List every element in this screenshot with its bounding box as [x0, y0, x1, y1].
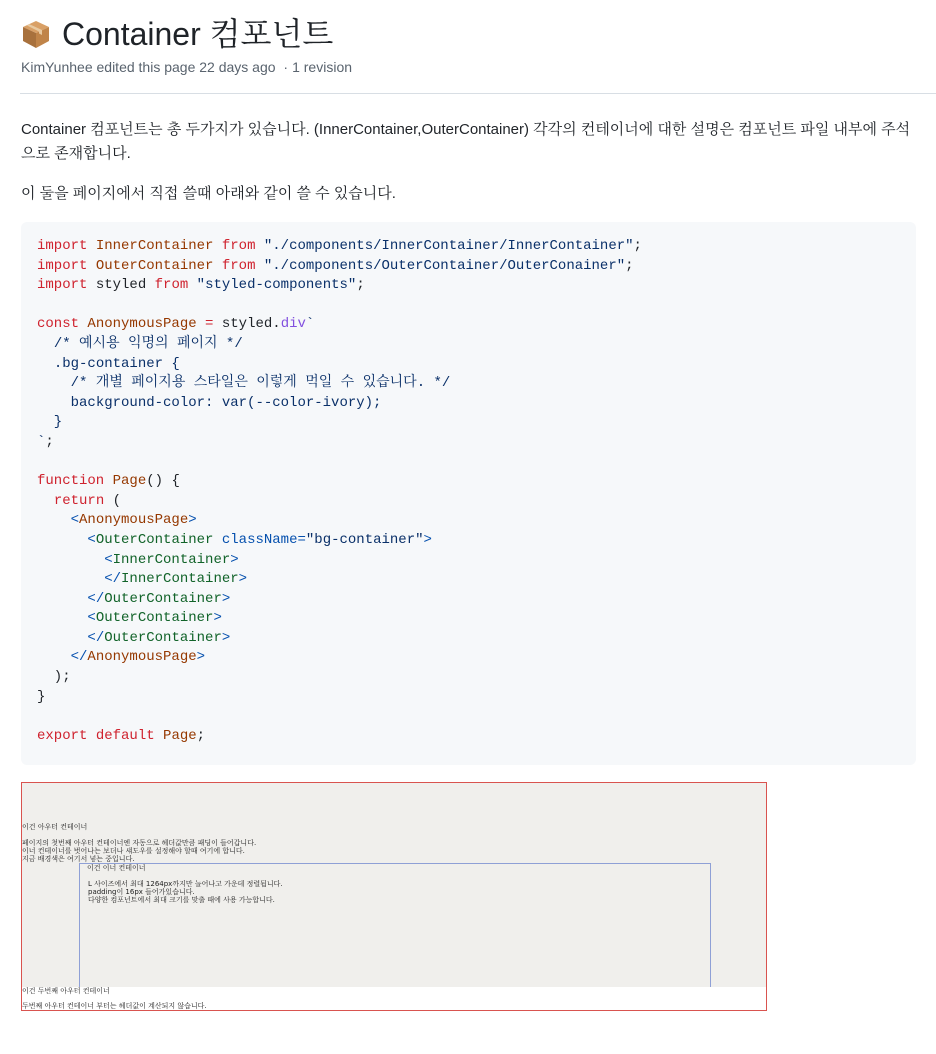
- code-block: [21, 222, 916, 765]
- usage-paragraph: 이 둘을 페이지에서 직접 쓸때 아래와 같이 쓸 수 있습니다.: [21, 185, 396, 202]
- inner-title: 이건 이너 컨테이너: [87, 864, 146, 872]
- outer1-title: 이건 아우터 컨테이너: [22, 823, 88, 831]
- intro-paragraph: Container 컴포넌트는 총 두가지가 있습니다. (InnerContainer,OuterContainer) 각각의 컨테이너에 대한 설명은 컴포넌트 파일 내부에 주석으로 존재합니다.: [21, 121, 911, 162]
- revision-link[interactable]: 1 revision: [292, 59, 353, 75]
- meta-separator: ·: [283, 59, 289, 75]
- inner-line1: L 사이즈에서 최대 1264px까지만 늘어나고 가운데 정렬됩니다.: [88, 880, 283, 888]
- inner-line2: padding이 16px 들어가있습니다.: [88, 888, 195, 896]
- page-title: Container 컴포넌트: [62, 16, 334, 52]
- outer1-line1: 페이지의 첫번째 아우터 컨테이너엔 자동으로 헤더값만큼 패딩이 들어갑니다.: [22, 839, 257, 847]
- outer1-line2: 이너 컨테이너를 벗어나는 보더나 섀도우를 설정해야 할때 여기에 합니다.: [22, 847, 245, 855]
- package-icon: [20, 18, 52, 50]
- revision-meta: [21, 59, 352, 75]
- container-demo-image: [21, 782, 767, 1012]
- header-divider: [20, 93, 936, 94]
- outer1-line3: 지금 배경색은 여기서 넣는 중입니다.: [22, 855, 135, 863]
- inner-container: [79, 863, 711, 988]
- inner-line3: 다양한 컴포넌트에서 최대 크기를 맞출 때에 사용 가능합니다.: [88, 896, 275, 904]
- author-link[interactable]: KimYunhee: [21, 59, 93, 75]
- outer2-title: 이건 두번째 아우터 컨테이너: [22, 987, 110, 995]
- outer-container-1: [21, 782, 767, 988]
- outer-container-2: [21, 987, 767, 1011]
- edited-text: edited this page 22 days ago: [96, 59, 276, 75]
- outer2-line1: 두번째 아우터 컨테이너 부터는 헤더값이 계산되지 않습니다.: [22, 1002, 207, 1010]
- page-header: [20, 14, 333, 54]
- code-content: import InnerContainer from "./components/InnerContainer/InnerContainer"; import OuterContainer from "./components/OuterContainer/OuterConainer"; import styled from "styled-components"; const AnonymousPage = styled.div` /* 예시용 익명의 페이지 */ .bg-container { /* 개별 페이지용 스타일은 이렇게 먹일 수 있습니다. */ background-color: var(--color-ivory); } `; function Page() { return ( <AnonymousPage> <OuterContainer className="bg-container"> <InnerContainer> </InnerContainer> </OuterContainer> <OuterContainer> </OuterContainer> </AnonymousPage> ); } export default Page;: [37, 238, 642, 744]
